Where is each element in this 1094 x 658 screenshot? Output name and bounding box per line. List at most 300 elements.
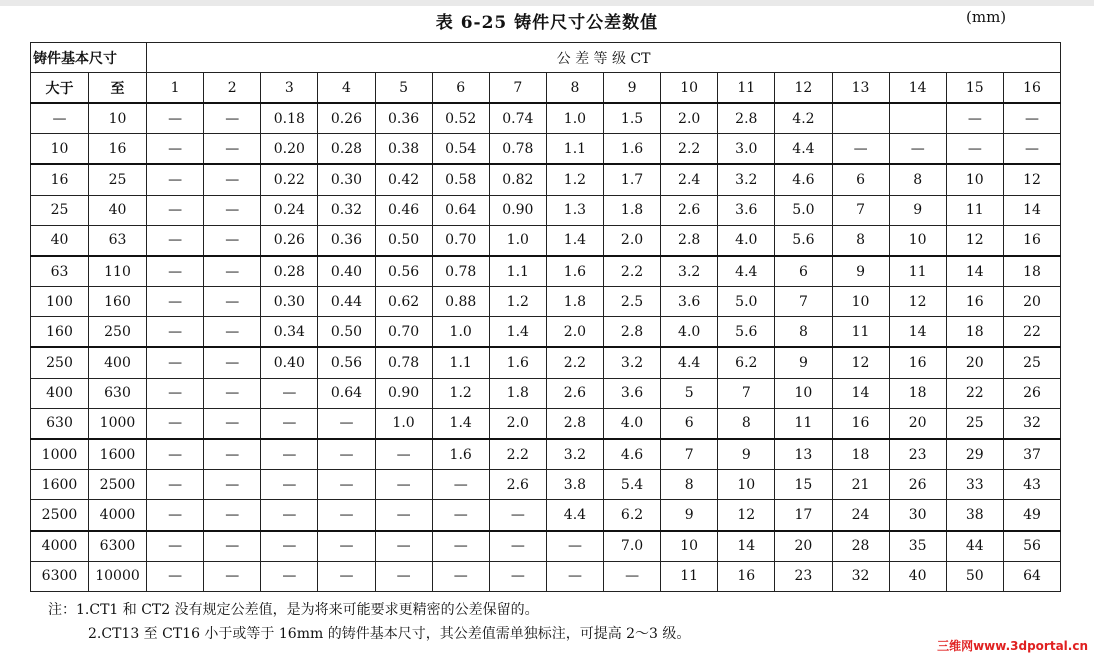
tolerance-cell: 2.0 bbox=[546, 317, 603, 348]
tolerance-cell: — bbox=[318, 500, 375, 531]
tolerance-cell: — bbox=[147, 134, 204, 165]
tolerance-cell: 9 bbox=[718, 439, 775, 470]
tolerance-cell: — bbox=[204, 378, 261, 408]
size-from-cell: 1000 bbox=[31, 439, 89, 470]
tolerance-cell: 22 bbox=[946, 378, 1003, 408]
tolerance-cell: 1.0 bbox=[375, 408, 432, 439]
size-to-cell: 110 bbox=[89, 256, 147, 287]
size-to-cell: 400 bbox=[89, 347, 147, 378]
table-row bbox=[31, 531, 1061, 562]
tolerance-cell: 9 bbox=[832, 256, 889, 287]
tolerance-cell: 18 bbox=[889, 378, 946, 408]
tolerance-cell: 32 bbox=[1003, 408, 1060, 439]
tolerance-cell: 23 bbox=[889, 439, 946, 470]
tolerance-cell: 0.82 bbox=[489, 164, 546, 195]
tolerance-cell: 2.0 bbox=[661, 103, 718, 134]
tolerance-cell: 49 bbox=[1003, 500, 1060, 531]
table-title: 表 6-25 铸件尺寸公差数值 bbox=[435, 13, 659, 33]
size-from-cell: 100 bbox=[31, 287, 89, 317]
tolerance-cell: 13 bbox=[775, 439, 832, 470]
size-to-cell: 1000 bbox=[89, 408, 147, 439]
tolerance-cell: — bbox=[204, 256, 261, 287]
to-header: 至 bbox=[89, 73, 147, 104]
size-from-cell: 16 bbox=[31, 164, 89, 195]
tolerance-cell: — bbox=[204, 561, 261, 591]
tolerance-cell: 5.4 bbox=[604, 470, 661, 500]
tolerance-cell: 0.38 bbox=[375, 134, 432, 165]
tolerance-cell: 0.44 bbox=[318, 287, 375, 317]
tolerance-cell: 0.20 bbox=[261, 134, 318, 165]
tolerance-table bbox=[30, 42, 1061, 592]
grade-col-header: 13 bbox=[832, 73, 889, 104]
grade-col-header: 9 bbox=[604, 73, 661, 104]
tolerance-cell: 1.6 bbox=[546, 256, 603, 287]
tolerance-cell: — bbox=[889, 134, 946, 165]
tolerance-cell: 5.0 bbox=[775, 195, 832, 225]
tolerance-cell: 1.7 bbox=[604, 164, 661, 195]
table-row bbox=[31, 408, 1061, 439]
tolerance-cell: 0.88 bbox=[432, 287, 489, 317]
tolerance-cell: 1.8 bbox=[604, 195, 661, 225]
note-2: 2.CT13 至 CT16 小于或等于 16mm 的铸件基本尺寸，其公差值需单独标注，可提高 2～3 级。 bbox=[88, 626, 691, 642]
size-to-cell: 25 bbox=[89, 164, 147, 195]
tolerance-cell: 0.30 bbox=[261, 287, 318, 317]
tolerance-cell: 11 bbox=[889, 256, 946, 287]
top-edge-strip bbox=[0, 0, 1094, 6]
tolerance-cell: — bbox=[204, 408, 261, 439]
tolerance-cell: 11 bbox=[832, 317, 889, 348]
tolerance-cell: 10 bbox=[832, 287, 889, 317]
table-row bbox=[31, 347, 1061, 378]
tolerance-cell: 0.78 bbox=[489, 134, 546, 165]
tolerance-cell bbox=[832, 103, 889, 134]
tolerance-cell: 4.4 bbox=[718, 256, 775, 287]
tolerance-cell: 5.6 bbox=[718, 317, 775, 348]
tolerance-cell: 0.40 bbox=[318, 256, 375, 287]
table-row bbox=[31, 225, 1061, 256]
tolerance-cell: — bbox=[261, 561, 318, 591]
table-row bbox=[31, 317, 1061, 348]
tolerance-cell: 0.90 bbox=[489, 195, 546, 225]
tolerance-cell: 1.3 bbox=[546, 195, 603, 225]
tolerance-cell: 12 bbox=[832, 347, 889, 378]
tolerance-cell: 6.2 bbox=[718, 347, 775, 378]
tolerance-cell: 2.8 bbox=[604, 317, 661, 348]
tolerance-cell: 3.6 bbox=[718, 195, 775, 225]
tolerance-cell: 20 bbox=[946, 347, 1003, 378]
tolerance-cell: 6 bbox=[775, 256, 832, 287]
table-row bbox=[31, 439, 1061, 470]
grade-col-header: 7 bbox=[489, 73, 546, 104]
tolerance-cell: 4.0 bbox=[661, 317, 718, 348]
tolerance-cell: — bbox=[261, 408, 318, 439]
size-from-cell: 40 bbox=[31, 225, 89, 256]
tolerance-cell: 12 bbox=[1003, 164, 1060, 195]
tolerance-cell: 12 bbox=[889, 287, 946, 317]
tolerance-cell: 1.8 bbox=[489, 378, 546, 408]
tolerance-cell: — bbox=[432, 470, 489, 500]
tolerance-cell: — bbox=[147, 225, 204, 256]
size-from-cell: 400 bbox=[31, 378, 89, 408]
size-from-cell: 4000 bbox=[31, 531, 89, 562]
tolerance-cell: 9 bbox=[661, 500, 718, 531]
tolerance-cell: 2.6 bbox=[661, 195, 718, 225]
tolerance-cell: — bbox=[318, 561, 375, 591]
tolerance-cell: 33 bbox=[946, 470, 1003, 500]
size-from-cell: 10 bbox=[31, 134, 89, 165]
tolerance-cell: 3.0 bbox=[718, 134, 775, 165]
tolerance-cell: 4.6 bbox=[775, 164, 832, 195]
tolerance-cell: — bbox=[261, 378, 318, 408]
tolerance-cell: 16 bbox=[889, 347, 946, 378]
tolerance-cell: 1.1 bbox=[546, 134, 603, 165]
tolerance-cell: 11 bbox=[661, 561, 718, 591]
tolerance-cell: 11 bbox=[775, 408, 832, 439]
tolerance-cell: 6 bbox=[661, 408, 718, 439]
tolerance-cell: 11 bbox=[946, 195, 1003, 225]
tolerance-cell: — bbox=[204, 439, 261, 470]
tolerance-cell: 18 bbox=[832, 439, 889, 470]
tolerance-cell: 3.2 bbox=[546, 439, 603, 470]
size-to-cell: 10000 bbox=[89, 561, 147, 591]
tolerance-cell: 14 bbox=[889, 317, 946, 348]
grade-col-header: 6 bbox=[432, 73, 489, 104]
tolerance-cell: — bbox=[318, 408, 375, 439]
tolerance-cell: — bbox=[489, 500, 546, 531]
tolerance-cell: 18 bbox=[1003, 256, 1060, 287]
tolerance-cell: 4.6 bbox=[604, 439, 661, 470]
size-to-cell: 10 bbox=[89, 103, 147, 134]
tolerance-cell: — bbox=[147, 347, 204, 378]
tolerance-cell: 2.2 bbox=[546, 347, 603, 378]
tolerance-cell: — bbox=[489, 531, 546, 562]
tolerance-cell: — bbox=[147, 195, 204, 225]
tolerance-cell: — bbox=[375, 561, 432, 591]
tolerance-cell: 9 bbox=[775, 347, 832, 378]
table-body bbox=[31, 103, 1061, 592]
tolerance-cell: 12 bbox=[718, 500, 775, 531]
tolerance-cell: 2.2 bbox=[489, 439, 546, 470]
tolerance-cell: — bbox=[432, 561, 489, 591]
tolerance-cell: 0.56 bbox=[375, 256, 432, 287]
grade-col-header: 10 bbox=[661, 73, 718, 104]
size-from-cell: 630 bbox=[31, 408, 89, 439]
tolerance-cell: — bbox=[147, 287, 204, 317]
tolerance-cell: 23 bbox=[775, 561, 832, 591]
tolerance-cell: 4.0 bbox=[718, 225, 775, 256]
grade-col-header: 15 bbox=[946, 73, 1003, 104]
tolerance-cell: 1.4 bbox=[432, 408, 489, 439]
tolerance-cell: 2.5 bbox=[604, 287, 661, 317]
tolerance-cell: 3.2 bbox=[604, 347, 661, 378]
tolerance-cell: 4.0 bbox=[604, 408, 661, 439]
tolerance-cell: 28 bbox=[832, 531, 889, 562]
tolerance-cell: 7 bbox=[775, 287, 832, 317]
tolerance-cell bbox=[889, 103, 946, 134]
tolerance-cell: 8 bbox=[775, 317, 832, 348]
tolerance-cell: 17 bbox=[775, 500, 832, 531]
tolerance-cell: 18 bbox=[946, 317, 1003, 348]
tolerance-cell: 3.8 bbox=[546, 470, 603, 500]
tolerance-cell: 10 bbox=[661, 531, 718, 562]
tolerance-cell: 1.0 bbox=[432, 317, 489, 348]
basic-size-header: 铸件基本尺寸 bbox=[31, 43, 147, 73]
tolerance-cell: 4.2 bbox=[775, 103, 832, 134]
size-from-cell: 25 bbox=[31, 195, 89, 225]
grade-col-header: 1 bbox=[147, 73, 204, 104]
size-to-cell: 160 bbox=[89, 287, 147, 317]
tolerance-cell: — bbox=[204, 134, 261, 165]
tolerance-cell: — bbox=[204, 287, 261, 317]
tolerance-cell: 0.78 bbox=[432, 256, 489, 287]
tolerance-cell: 9 bbox=[889, 195, 946, 225]
tolerance-cell: 5.0 bbox=[718, 287, 775, 317]
size-from-cell: 160 bbox=[31, 317, 89, 348]
tolerance-cell: — bbox=[147, 256, 204, 287]
tolerance-cell: 0.40 bbox=[261, 347, 318, 378]
tolerance-cell: 1.5 bbox=[604, 103, 661, 134]
tolerance-cell: — bbox=[204, 347, 261, 378]
tolerance-cell: — bbox=[147, 561, 204, 591]
tolerance-cell: 7 bbox=[832, 195, 889, 225]
tolerance-cell: — bbox=[261, 531, 318, 562]
tolerance-cell: 2.2 bbox=[604, 256, 661, 287]
tolerance-cell: 2.8 bbox=[661, 225, 718, 256]
tolerance-cell: 8 bbox=[832, 225, 889, 256]
tolerance-cell: — bbox=[832, 134, 889, 165]
tolerance-cell: 2.0 bbox=[489, 408, 546, 439]
size-to-cell: 4000 bbox=[89, 500, 147, 531]
tolerance-cell: — bbox=[546, 561, 603, 591]
tolerance-cell: 37 bbox=[1003, 439, 1060, 470]
grade-col-header: 2 bbox=[204, 73, 261, 104]
gt-header: 大于 bbox=[31, 73, 89, 104]
table-row bbox=[31, 378, 1061, 408]
tolerance-cell: 0.58 bbox=[432, 164, 489, 195]
tolerance-cell: — bbox=[261, 500, 318, 531]
tolerance-cell: 2.6 bbox=[489, 470, 546, 500]
grade-col-header: 8 bbox=[546, 73, 603, 104]
tolerance-cell: 0.50 bbox=[375, 225, 432, 256]
tolerance-cell: — bbox=[147, 317, 204, 348]
tolerance-cell: — bbox=[604, 561, 661, 591]
tolerance-cell: — bbox=[261, 439, 318, 470]
tolerance-cell: 8 bbox=[661, 470, 718, 500]
tolerance-cell: — bbox=[375, 500, 432, 531]
tolerance-cell: 0.70 bbox=[432, 225, 489, 256]
tolerance-cell: 8 bbox=[889, 164, 946, 195]
tolerance-cell: 14 bbox=[832, 378, 889, 408]
tolerance-cell: 6.2 bbox=[604, 500, 661, 531]
tolerance-cell: 44 bbox=[946, 531, 1003, 562]
tolerance-cell: 0.30 bbox=[318, 164, 375, 195]
tolerance-cell: 35 bbox=[889, 531, 946, 562]
tolerance-cell: — bbox=[204, 470, 261, 500]
grade-col-header: 11 bbox=[718, 73, 775, 104]
tolerance-cell: 0.74 bbox=[489, 103, 546, 134]
tolerance-cell: 0.26 bbox=[318, 103, 375, 134]
tolerance-cell: — bbox=[147, 103, 204, 134]
tolerance-cell: — bbox=[1003, 103, 1060, 134]
tolerance-cell: 25 bbox=[946, 408, 1003, 439]
tolerance-cell: — bbox=[204, 500, 261, 531]
tolerance-cell: — bbox=[147, 470, 204, 500]
size-to-cell: 6300 bbox=[89, 531, 147, 562]
tolerance-cell: 3.2 bbox=[661, 256, 718, 287]
table-row bbox=[31, 561, 1061, 591]
tolerance-cell: 56 bbox=[1003, 531, 1060, 562]
tolerance-cell: — bbox=[204, 195, 261, 225]
tolerance-cell: 2.6 bbox=[546, 378, 603, 408]
tolerance-cell: 26 bbox=[1003, 378, 1060, 408]
tolerance-cell: 12 bbox=[946, 225, 1003, 256]
tolerance-cell: 0.78 bbox=[375, 347, 432, 378]
tolerance-cell: 0.22 bbox=[261, 164, 318, 195]
tolerance-cell: 26 bbox=[889, 470, 946, 500]
tolerance-cell: 0.36 bbox=[318, 225, 375, 256]
tolerance-cell: — bbox=[375, 531, 432, 562]
tolerance-cell: 1.4 bbox=[546, 225, 603, 256]
tolerance-cell: — bbox=[147, 500, 204, 531]
tolerance-cell: 10 bbox=[889, 225, 946, 256]
size-to-cell: 16 bbox=[89, 134, 147, 165]
tolerance-cell: — bbox=[1003, 134, 1060, 165]
tolerance-cell: — bbox=[946, 103, 1003, 134]
tolerance-cell: 10 bbox=[775, 378, 832, 408]
tolerance-cell: 40 bbox=[889, 561, 946, 591]
tolerance-cell: — bbox=[546, 531, 603, 562]
tolerance-cell: 0.70 bbox=[375, 317, 432, 348]
grade-col-header: 3 bbox=[261, 73, 318, 104]
tolerance-cell: — bbox=[204, 164, 261, 195]
tolerance-cell: 0.46 bbox=[375, 195, 432, 225]
size-to-cell: 2500 bbox=[89, 470, 147, 500]
tolerance-cell: — bbox=[318, 439, 375, 470]
tolerance-cell: 16 bbox=[1003, 225, 1060, 256]
header-row-2 bbox=[31, 73, 1061, 104]
table-row bbox=[31, 287, 1061, 317]
tolerance-cell: 0.34 bbox=[261, 317, 318, 348]
tolerance-cell: — bbox=[147, 378, 204, 408]
tolerance-cell: — bbox=[318, 470, 375, 500]
grade-col-header: 16 bbox=[1003, 73, 1060, 104]
tolerance-cell: 29 bbox=[946, 439, 1003, 470]
tolerance-cell: 1.1 bbox=[489, 256, 546, 287]
table-row bbox=[31, 500, 1061, 531]
tolerance-cell: 1.0 bbox=[546, 103, 603, 134]
tolerance-cell: 3.2 bbox=[718, 164, 775, 195]
tolerance-cell: 0.24 bbox=[261, 195, 318, 225]
tolerance-cell: 0.50 bbox=[318, 317, 375, 348]
tolerance-cell: 1.1 bbox=[432, 347, 489, 378]
tolerance-cell: 5.6 bbox=[775, 225, 832, 256]
grade-header: 公 差 等 级 CT bbox=[147, 43, 1061, 73]
tolerance-cell: 2.2 bbox=[661, 134, 718, 165]
table-row bbox=[31, 256, 1061, 287]
tolerance-cell: 38 bbox=[946, 500, 1003, 531]
tolerance-cell: — bbox=[147, 531, 204, 562]
grade-col-header: 14 bbox=[889, 73, 946, 104]
table-row bbox=[31, 103, 1061, 134]
tolerance-cell: — bbox=[147, 408, 204, 439]
tolerance-cell: 0.52 bbox=[432, 103, 489, 134]
tolerance-cell: — bbox=[432, 531, 489, 562]
tolerance-cell: 0.90 bbox=[375, 378, 432, 408]
tolerance-cell: 0.64 bbox=[432, 195, 489, 225]
tolerance-cell: 32 bbox=[832, 561, 889, 591]
size-from-cell: 1600 bbox=[31, 470, 89, 500]
tolerance-cell: 1.2 bbox=[546, 164, 603, 195]
tolerance-cell: 14 bbox=[718, 531, 775, 562]
tolerance-cell: 2.0 bbox=[604, 225, 661, 256]
tolerance-cell: 14 bbox=[1003, 195, 1060, 225]
tolerance-cell: — bbox=[432, 500, 489, 531]
tolerance-cell: — bbox=[204, 103, 261, 134]
tolerance-cell: 8 bbox=[718, 408, 775, 439]
tolerance-cell: 21 bbox=[832, 470, 889, 500]
tolerance-cell: 0.62 bbox=[375, 287, 432, 317]
tolerance-cell: 20 bbox=[1003, 287, 1060, 317]
tolerance-cell: 3.6 bbox=[604, 378, 661, 408]
tolerance-cell: 0.28 bbox=[318, 134, 375, 165]
size-from-cell: 63 bbox=[31, 256, 89, 287]
tolerance-cell: 1.2 bbox=[489, 287, 546, 317]
grade-col-header: 5 bbox=[375, 73, 432, 104]
tolerance-cell: — bbox=[147, 164, 204, 195]
header-row-1 bbox=[31, 43, 1061, 73]
tolerance-cell: 50 bbox=[946, 561, 1003, 591]
table-row bbox=[31, 164, 1061, 195]
tolerance-cell: — bbox=[375, 439, 432, 470]
tolerance-cell: — bbox=[204, 225, 261, 256]
tolerance-cell: — bbox=[375, 470, 432, 500]
tolerance-cell: 16 bbox=[946, 287, 1003, 317]
tolerance-cell: 30 bbox=[889, 500, 946, 531]
tolerance-cell: 14 bbox=[946, 256, 1003, 287]
tolerance-cell: 0.32 bbox=[318, 195, 375, 225]
tolerance-cell: 7 bbox=[661, 439, 718, 470]
tolerance-cell: 1.6 bbox=[604, 134, 661, 165]
tolerance-cell: — bbox=[946, 134, 1003, 165]
tolerance-cell: 6 bbox=[832, 164, 889, 195]
size-to-cell: 63 bbox=[89, 225, 147, 256]
tolerance-cell: 20 bbox=[775, 531, 832, 562]
tolerance-cell: 10 bbox=[946, 164, 1003, 195]
tolerance-cell: 2.4 bbox=[661, 164, 718, 195]
tolerance-cell: 3.6 bbox=[661, 287, 718, 317]
tolerance-cell: — bbox=[147, 439, 204, 470]
tolerance-cell: 43 bbox=[1003, 470, 1060, 500]
tolerance-cell: 1.2 bbox=[432, 378, 489, 408]
tolerance-cell: 16 bbox=[832, 408, 889, 439]
watermark: 三维网www.3dportal.cn bbox=[937, 639, 1088, 653]
table-row bbox=[31, 470, 1061, 500]
note-1: 注：1.CT1 和 CT2 没有规定公差值，是为将来可能要求更精密的公差保留的。 bbox=[48, 602, 539, 618]
tolerance-cell: — bbox=[489, 561, 546, 591]
size-from-cell: — bbox=[31, 103, 89, 134]
tolerance-cell: — bbox=[261, 470, 318, 500]
tolerance-cell: 0.54 bbox=[432, 134, 489, 165]
tolerance-cell: 0.36 bbox=[375, 103, 432, 134]
size-to-cell: 630 bbox=[89, 378, 147, 408]
grade-col-header: 4 bbox=[318, 73, 375, 104]
tolerance-cell: — bbox=[318, 531, 375, 562]
tolerance-cell: 7.0 bbox=[604, 531, 661, 562]
unit-label: (mm) bbox=[966, 8, 1007, 26]
table-row bbox=[31, 134, 1061, 165]
size-to-cell: 250 bbox=[89, 317, 147, 348]
tolerance-cell: 1.6 bbox=[432, 439, 489, 470]
